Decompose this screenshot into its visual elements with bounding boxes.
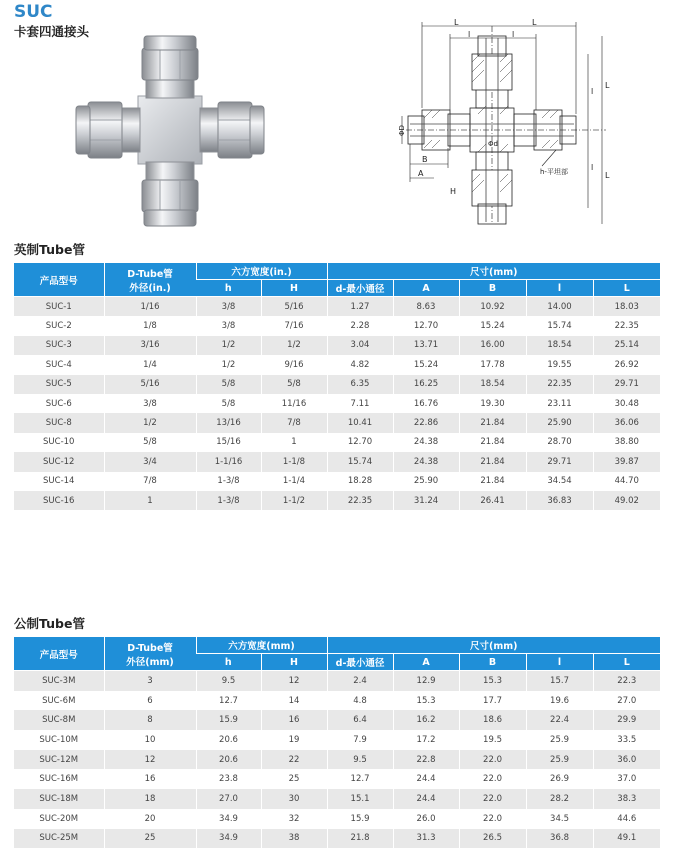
table-cell: 1/4 [104, 355, 196, 374]
header-d: d-最小通径 [327, 280, 393, 297]
table-cell: SUC-6M [14, 691, 104, 711]
table-cell: 20.6 [196, 750, 261, 770]
table-cell: 38.3 [593, 789, 660, 809]
table-cell: 19.5 [459, 730, 526, 750]
table-cell: 16.2 [393, 710, 459, 730]
header-d: d-最小通径 [327, 654, 393, 671]
header-dim-group: 尺寸(mm) [327, 637, 660, 654]
table-cell: 6.4 [327, 710, 393, 730]
table-cell: 6.35 [327, 375, 393, 394]
table-cell: 21.84 [459, 433, 526, 452]
header-tube-line1: D-Tube管 [127, 268, 173, 280]
table-cell: 18 [104, 789, 196, 809]
table-cell: 22.4 [526, 710, 593, 730]
table-cell: 26.41 [459, 491, 526, 510]
table-cell: 1/16 [104, 297, 196, 317]
table-row [14, 297, 660, 317]
table-cell: SUC-10M [14, 730, 104, 750]
table-cell: 23.8 [196, 769, 261, 789]
table-cell: SUC-6 [14, 394, 104, 413]
table-cell: 24.38 [393, 452, 459, 471]
product-subtitle: 卡套四通接头 [14, 24, 90, 39]
label-L-side: L [605, 81, 610, 90]
table-cell: SUC-1 [14, 297, 104, 317]
label-l-top-right: l [512, 30, 515, 39]
table-row [14, 829, 660, 849]
table-row [14, 316, 660, 335]
table-row [14, 355, 660, 374]
header-A: A [393, 280, 459, 297]
table-row [14, 750, 660, 770]
table-cell: 12.7 [196, 691, 261, 711]
table-cell: SUC-8M [14, 710, 104, 730]
table-cell: 25.9 [526, 730, 593, 750]
table-cell: 22 [261, 750, 327, 770]
header-l: l [526, 654, 593, 671]
table-cell: 32 [261, 809, 327, 829]
table-cell: 44.70 [593, 472, 660, 491]
table-cell: 17.7 [459, 691, 526, 711]
table-cell: 18.6 [459, 710, 526, 730]
table-cell: 20 [104, 809, 196, 829]
table-cell: 38.80 [593, 433, 660, 452]
table-cell: 3/8 [196, 316, 261, 335]
table-cell: 5/8 [261, 375, 327, 394]
table-row [14, 710, 660, 730]
table-cell: 15.24 [393, 355, 459, 374]
table-cell: 19.30 [459, 394, 526, 413]
table-cell: 15.74 [526, 316, 593, 335]
table-cell: 8.63 [393, 297, 459, 317]
table-cell: 24.4 [393, 789, 459, 809]
label-l-side: l [591, 87, 594, 96]
table-cell: 44.6 [593, 809, 660, 829]
table-cell: 36.8 [526, 829, 593, 849]
table-cell: 15.9 [327, 809, 393, 829]
table-cell: 15.74 [327, 452, 393, 471]
table-cell: 36.83 [526, 491, 593, 510]
table-cell: 12 [261, 671, 327, 691]
table-cell: 15.7 [526, 671, 593, 691]
header-B: B [459, 280, 526, 297]
table-cell: 2.28 [327, 316, 393, 335]
table-cell: 29.71 [526, 452, 593, 471]
table-cell: 24.38 [393, 433, 459, 452]
table-cell: 26.5 [459, 829, 526, 849]
table-cell: 6 [104, 691, 196, 711]
label-phid: Φd [488, 140, 498, 148]
technical-drawing [392, 18, 632, 230]
table-cell: 17.2 [393, 730, 459, 750]
table-cell: SUC-5 [14, 375, 104, 394]
table-cell: 39.87 [593, 452, 660, 471]
table-cell: 10 [104, 730, 196, 750]
table-cell: SUC-3M [14, 671, 104, 691]
table-cell: 13/16 [196, 413, 261, 432]
header-L: L [593, 280, 660, 297]
table-cell: 21.8 [327, 829, 393, 849]
label-h-flat: h-平坦部 [540, 168, 568, 176]
table-cell: 1 [261, 433, 327, 452]
table-cell: 22.3 [593, 671, 660, 691]
table-cell: 33.5 [593, 730, 660, 750]
table-cell: 22.0 [459, 789, 526, 809]
imperial-section-title: 英制Tube管 [14, 242, 85, 257]
table-cell: 12.70 [393, 316, 459, 335]
header-tube-line1: D-Tube管 [127, 642, 173, 654]
table-cell: 14 [261, 691, 327, 711]
table-cell: SUC-20M [14, 809, 104, 829]
table-cell: 16.00 [459, 336, 526, 355]
table-cell: 3/8 [196, 297, 261, 317]
table-cell: 30.48 [593, 394, 660, 413]
header-hex-group: 六方宽度(mm) [196, 637, 327, 654]
table-cell: 49.02 [593, 491, 660, 510]
table-cell: 3.04 [327, 336, 393, 355]
table-cell: 22.35 [327, 491, 393, 510]
table-cell: 22.8 [393, 750, 459, 770]
label-l-top: l [468, 30, 471, 39]
table-cell: 18.03 [593, 297, 660, 317]
header-tube-line2: 外径(mm) [126, 656, 174, 668]
label-A: A [418, 169, 424, 178]
table-cell: 29.9 [593, 710, 660, 730]
table-cell: SUC-12 [14, 452, 104, 471]
table-cell: 4.8 [327, 691, 393, 711]
table-cell: 12.7 [327, 769, 393, 789]
table-cell: 7/8 [261, 413, 327, 432]
imperial-spec-table [14, 263, 660, 510]
header-tube-od [104, 263, 196, 297]
header-tube-od [104, 637, 196, 671]
table-cell: 31.24 [393, 491, 459, 510]
label-L-top: L [454, 18, 459, 27]
table-cell: 3/4 [104, 452, 196, 471]
table-cell: 9.5 [327, 750, 393, 770]
table-cell: 1-1/4 [261, 472, 327, 491]
table-cell: 18.54 [459, 375, 526, 394]
table-cell: 3 [104, 671, 196, 691]
table-cell: 17.78 [459, 355, 526, 374]
table-cell: 1-1/16 [196, 452, 261, 471]
table-cell: 1 [104, 491, 196, 510]
table-cell: 27.0 [196, 789, 261, 809]
header-A: A [393, 654, 459, 671]
label-B: B [422, 155, 428, 164]
table-cell: 18.28 [327, 472, 393, 491]
table-cell: 22.86 [393, 413, 459, 432]
table-cell: SUC-4 [14, 355, 104, 374]
table-cell: 15.1 [327, 789, 393, 809]
table-cell: 34.9 [196, 829, 261, 849]
metric-section-title: 公制Tube管 [14, 616, 85, 631]
header-H: H [261, 654, 327, 671]
table-cell: 24.4 [393, 769, 459, 789]
table-cell: 8 [104, 710, 196, 730]
table-cell: 21.84 [459, 413, 526, 432]
table-cell: 25 [261, 769, 327, 789]
table-cell: 19.55 [526, 355, 593, 374]
table-cell: 16 [104, 769, 196, 789]
table-cell: 1/2 [261, 336, 327, 355]
table-cell: 31.3 [393, 829, 459, 849]
table-row [14, 472, 660, 491]
table-cell: 12 [104, 750, 196, 770]
table-cell: 10.41 [327, 413, 393, 432]
table-cell: 2.4 [327, 671, 393, 691]
table-cell: 26.92 [593, 355, 660, 374]
table-cell: 15/16 [196, 433, 261, 452]
table-cell: SUC-8 [14, 413, 104, 432]
table-cell: 28.2 [526, 789, 593, 809]
table-cell: 28.70 [526, 433, 593, 452]
table-cell: 16.76 [393, 394, 459, 413]
table-cell: 20.6 [196, 730, 261, 750]
metric-spec-table [14, 637, 660, 848]
table-cell: 21.84 [459, 452, 526, 471]
table-row [14, 491, 660, 510]
table-cell: SUC-12M [14, 750, 104, 770]
table-cell: 22.0 [459, 769, 526, 789]
header-l: l [526, 280, 593, 297]
table-cell: 22.0 [459, 809, 526, 829]
header-h: h [196, 654, 261, 671]
table-cell: 7/16 [261, 316, 327, 335]
label-l-side-lower: l [591, 163, 594, 172]
table-cell: 26.0 [393, 809, 459, 829]
table-cell: 3/8 [104, 394, 196, 413]
table-cell: 26.9 [526, 769, 593, 789]
table-cell: SUC-2 [14, 316, 104, 335]
table-cell: 34.9 [196, 809, 261, 829]
table-cell: 19 [261, 730, 327, 750]
table-cell: 14.00 [526, 297, 593, 317]
table-row [14, 375, 660, 394]
table-cell: SUC-16 [14, 491, 104, 510]
table-cell: 34.54 [526, 472, 593, 491]
header-hex-group: 六方宽度(in.) [196, 263, 327, 280]
table-cell: 22.0 [459, 750, 526, 770]
table-cell: 9/16 [261, 355, 327, 374]
table-cell: 5/8 [196, 375, 261, 394]
table-row [14, 769, 660, 789]
label-L-top-right: L [532, 18, 537, 27]
table-cell: 21.84 [459, 472, 526, 491]
table-cell: 11/16 [261, 394, 327, 413]
table-cell: 4.82 [327, 355, 393, 374]
table-row [14, 433, 660, 452]
table-cell: 3/16 [104, 336, 196, 355]
table-cell: 16.25 [393, 375, 459, 394]
table-cell: 5/16 [261, 297, 327, 317]
table-cell: 18.54 [526, 336, 593, 355]
table-cell: 25 [104, 829, 196, 849]
table-row [14, 809, 660, 829]
table-cell: 25.14 [593, 336, 660, 355]
table-cell: 23.11 [526, 394, 593, 413]
page-title: SUC [14, 2, 53, 22]
header-model: 产品型号 [14, 263, 104, 297]
table-cell: 1-3/8 [196, 491, 261, 510]
header-L: L [593, 654, 660, 671]
table-cell: 22.35 [593, 316, 660, 335]
table-cell: 36.0 [593, 750, 660, 770]
table-cell: 29.71 [593, 375, 660, 394]
table-cell: 36.06 [593, 413, 660, 432]
table-row [14, 413, 660, 432]
table-row [14, 730, 660, 750]
table-cell: 49.1 [593, 829, 660, 849]
table-cell: 1-1/8 [261, 452, 327, 471]
label-phiD: ΦD [398, 125, 406, 136]
table-cell: 7.9 [327, 730, 393, 750]
header-H: H [261, 280, 327, 297]
table-cell: 1.27 [327, 297, 393, 317]
table-cell: 15.9 [196, 710, 261, 730]
table-cell: 22.35 [526, 375, 593, 394]
table-cell: 7/8 [104, 472, 196, 491]
table-cell: 1/2 [196, 355, 261, 374]
table-cell: 1-1/2 [261, 491, 327, 510]
table-cell: 37.0 [593, 769, 660, 789]
table-cell: 15.3 [393, 691, 459, 711]
table-cell: 25.9 [526, 750, 593, 770]
header-dim-group: 尺寸(mm) [327, 263, 660, 280]
table-cell: 25.90 [393, 472, 459, 491]
table-cell: 5/8 [196, 394, 261, 413]
table-cell: 30 [261, 789, 327, 809]
table-cell: 15.3 [459, 671, 526, 691]
table-cell: SUC-10 [14, 433, 104, 452]
table-cell: 16 [261, 710, 327, 730]
table-cell: SUC-18M [14, 789, 104, 809]
table-cell: 1/2 [104, 413, 196, 432]
table-cell: 19.6 [526, 691, 593, 711]
table-cell: SUC-16M [14, 769, 104, 789]
table-cell: 34.5 [526, 809, 593, 829]
table-cell: 38 [261, 829, 327, 849]
table-cell: 9.5 [196, 671, 261, 691]
table-cell: SUC-3 [14, 336, 104, 355]
table-row [14, 336, 660, 355]
table-row [14, 789, 660, 809]
header-h: h [196, 280, 261, 297]
header-tube-line2: 外径(in.) [129, 282, 171, 294]
table-cell: 1/2 [196, 336, 261, 355]
table-cell: 7.11 [327, 394, 393, 413]
label-L-side-lower: L [605, 171, 610, 180]
table-cell: 5/16 [104, 375, 196, 394]
table-cell: 12.70 [327, 433, 393, 452]
header-B: B [459, 654, 526, 671]
header-model: 产品型号 [14, 637, 104, 671]
table-row [14, 691, 660, 711]
table-cell: 27.0 [593, 691, 660, 711]
table-cell: 1/8 [104, 316, 196, 335]
table-cell: SUC-14 [14, 472, 104, 491]
table-cell: 25.90 [526, 413, 593, 432]
table-cell: 15.24 [459, 316, 526, 335]
table-cell: 10.92 [459, 297, 526, 317]
product-photo [70, 34, 270, 230]
table-row [14, 671, 660, 691]
table-cell: 13.71 [393, 336, 459, 355]
table-row [14, 452, 660, 471]
table-cell: 5/8 [104, 433, 196, 452]
table-cell: 12.9 [393, 671, 459, 691]
table-cell: SUC-25M [14, 829, 104, 849]
table-cell: 1-3/8 [196, 472, 261, 491]
label-H: H [450, 187, 457, 196]
table-row [14, 394, 660, 413]
